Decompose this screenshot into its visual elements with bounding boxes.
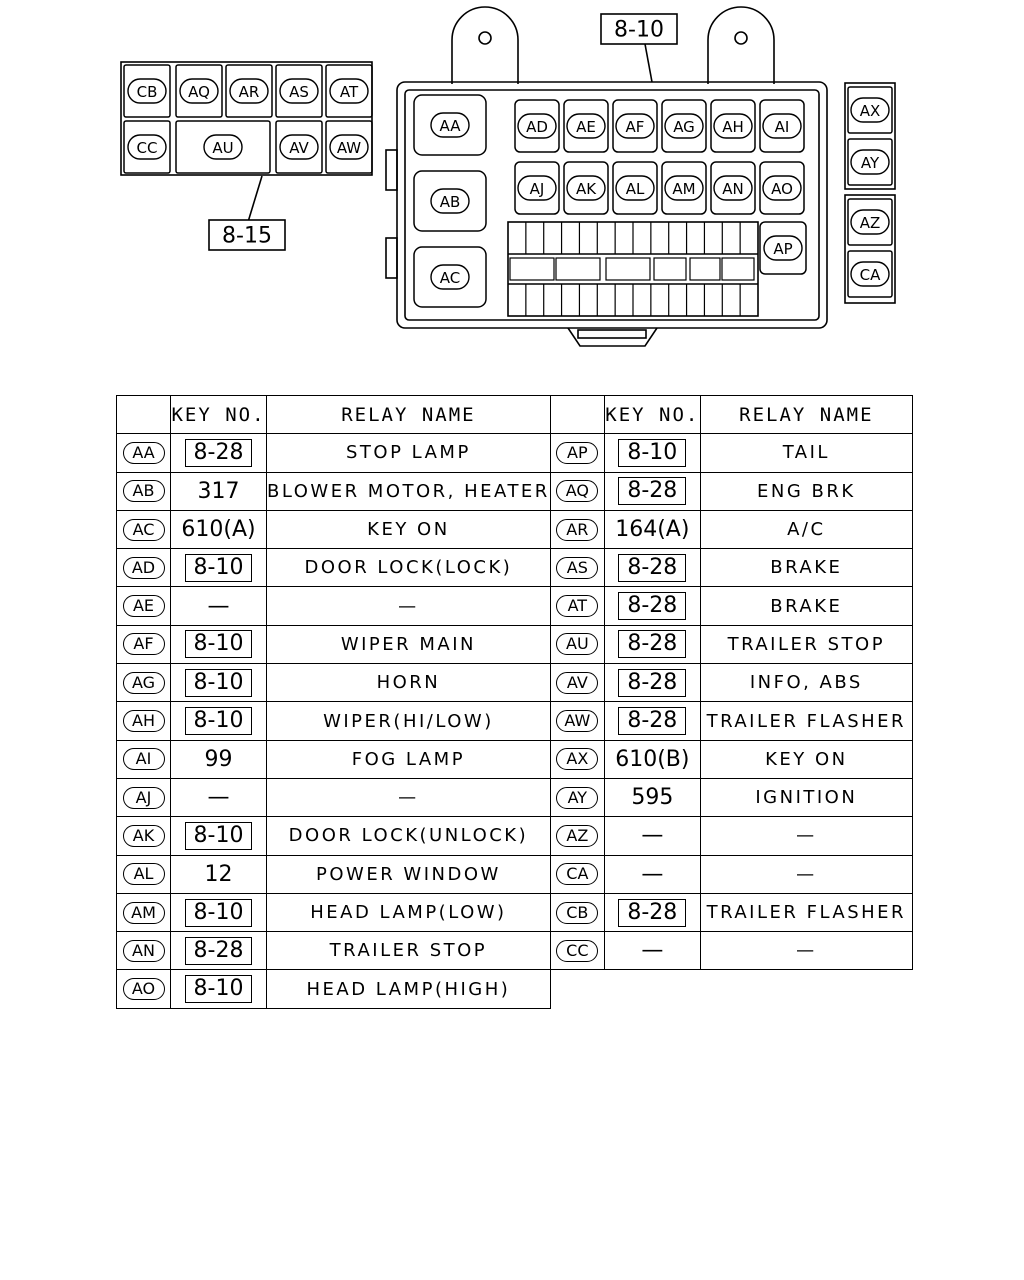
relay-name: TRAILER STOP — [329, 940, 488, 962]
relay-code: AA — [123, 442, 165, 464]
key-no: 8-28 — [618, 669, 686, 697]
key-no-cell — [171, 664, 267, 702]
relay-label: AD — [526, 118, 548, 136]
relay-name: TAIL — [782, 442, 830, 464]
relay-name-cell — [700, 893, 912, 931]
key-no: 8-28 — [185, 937, 253, 965]
relay-name: IGNITION — [755, 787, 858, 809]
relay-label: AS — [289, 83, 309, 101]
relay-name: FOG LAMP — [351, 748, 466, 770]
relay-ai — [760, 100, 804, 152]
relay-name-cell — [267, 549, 551, 587]
relay-name-cell — [267, 472, 551, 510]
key-no: 317 — [197, 478, 240, 504]
table-row — [117, 740, 913, 778]
key-no: 8-28 — [618, 554, 686, 582]
relay-label: AR — [238, 83, 260, 101]
relay-code: AC — [123, 519, 165, 541]
relay-code: AW — [556, 710, 598, 732]
relay-code-cell — [117, 778, 171, 816]
key-no: — — [207, 785, 230, 811]
relay-au — [176, 121, 270, 173]
relay-code: AF — [123, 633, 165, 655]
header-key-no-left: KEY NO. — [171, 396, 267, 434]
relay-ab — [414, 171, 486, 231]
key-no: 8-10 — [185, 669, 253, 697]
key-no-cell — [171, 510, 267, 548]
relay-aa — [414, 95, 486, 155]
relay-code: CB — [556, 902, 598, 924]
relay-name: TRAILER FLASHER — [706, 902, 907, 923]
key-no: 8-10 — [185, 554, 253, 582]
relay-name: TRAILER FLASHER — [706, 710, 907, 732]
relay-label: CC — [136, 139, 158, 157]
key-no-cell — [604, 817, 700, 855]
relay-label: AU — [212, 139, 234, 157]
relay-label: AJ — [529, 180, 545, 198]
relay-name-cell — [267, 587, 551, 625]
relay-code-cell — [550, 893, 604, 931]
header-key-no-right: KEY NO. — [604, 396, 700, 434]
relay-table — [116, 395, 913, 1009]
relay-as — [276, 65, 322, 117]
key-no: 595 — [631, 785, 674, 811]
relay-name-cell — [700, 664, 912, 702]
key-no: 8-10 — [185, 707, 253, 735]
key-no: 8-10 — [185, 975, 253, 1003]
relay-name: DOOR LOCK(UNLOCK) — [288, 825, 529, 847]
key-no-cell — [171, 932, 267, 970]
relay-ak — [564, 162, 608, 214]
relay-label: AA — [439, 117, 461, 135]
relay-name: — — [796, 825, 817, 847]
key-no: 8-28 — [618, 707, 686, 735]
relay-ar — [226, 65, 272, 117]
relay-cc — [124, 121, 170, 173]
relay-name: BLOWER MOTOR, HEATER — [267, 480, 550, 502]
relay-name: A/C — [787, 519, 826, 541]
relay-aw — [326, 121, 372, 173]
relay-code: AY — [556, 787, 598, 809]
relay-code: AU — [556, 633, 598, 655]
relay-code-cell — [117, 587, 171, 625]
table-row — [117, 778, 913, 816]
relay-name-cell — [700, 510, 912, 548]
relay-code: AV — [556, 672, 598, 694]
relay-aj — [515, 162, 559, 214]
relay-code-cell — [117, 855, 171, 893]
key-no-cell — [171, 855, 267, 893]
relay-name-cell — [700, 855, 912, 893]
mount-ear-left — [452, 7, 518, 84]
relay-name-cell — [267, 855, 551, 893]
relay-code-cell — [117, 625, 171, 663]
relay-name: — — [398, 595, 419, 617]
relay-label: CB — [136, 83, 158, 101]
relay-code: AN — [123, 940, 165, 962]
key-no-cell — [604, 587, 700, 625]
header-code-right — [550, 396, 604, 434]
relay-name: WIPER(HI/LOW) — [323, 710, 494, 732]
relay-code-cell — [550, 740, 604, 778]
relay-name: POWER WINDOW — [316, 863, 501, 885]
key-no: 8-28 — [618, 899, 686, 927]
key-no-cell — [171, 778, 267, 816]
key-no-cell — [604, 932, 700, 970]
key-no: — — [207, 593, 230, 619]
key-no-cell — [604, 702, 700, 740]
relay-name: HEAD LAMP(HIGH) — [306, 978, 511, 1000]
relay-name-cell — [267, 817, 551, 855]
relay-code: AH — [123, 710, 165, 732]
key-no: 610(A) — [181, 517, 256, 543]
key-no: 12 — [204, 861, 233, 887]
key-no-cell — [171, 625, 267, 663]
relay-code: AE — [123, 595, 165, 617]
relay-az — [848, 199, 892, 245]
table-row — [117, 510, 913, 548]
table-row — [117, 855, 913, 893]
main-box-ref-label: 8-10 — [614, 17, 664, 43]
relay-ae — [564, 100, 608, 152]
side-box-ref-label: 8-15 — [222, 223, 272, 249]
relay-name: KEY ON — [367, 519, 450, 541]
header-relay-name-left: RELAY NAME — [267, 396, 551, 434]
relay-code-cell — [550, 702, 604, 740]
relay-label: AV — [289, 139, 309, 157]
relay-code-cell — [117, 817, 171, 855]
relay-name: DOOR LOCK(LOCK) — [304, 557, 513, 579]
relay-code-cell — [117, 549, 171, 587]
relay-code: AX — [556, 748, 598, 770]
relay-label: AE — [576, 118, 596, 136]
key-no: 610(B) — [615, 746, 690, 772]
relay-code-cell — [550, 472, 604, 510]
relay-code: AL — [123, 863, 165, 885]
relay-name-cell — [267, 510, 551, 548]
key-no-cell — [171, 587, 267, 625]
relay-ad — [515, 100, 559, 152]
key-no: 8-10 — [185, 899, 253, 927]
relay-code-cell — [550, 855, 604, 893]
relay-code-cell — [550, 510, 604, 548]
relay-at — [326, 65, 372, 117]
relay-al — [613, 162, 657, 214]
relay-code-cell — [117, 434, 171, 472]
key-no: — — [641, 823, 664, 849]
key-no-cell — [171, 817, 267, 855]
key-no-cell — [171, 549, 267, 587]
relay-name: — — [796, 863, 817, 885]
relay-name: BRAKE — [770, 595, 843, 617]
key-no-cell — [171, 893, 267, 931]
table-header-row — [117, 396, 913, 434]
key-no: 8-28 — [618, 592, 686, 620]
relay-label: AH — [722, 118, 744, 136]
relay-code-cell — [117, 702, 171, 740]
relay-name-cell — [267, 970, 551, 1008]
key-no: 8-10 — [618, 439, 686, 467]
relay-av — [276, 121, 322, 173]
relay-code: AO — [123, 978, 165, 1000]
key-no-cell — [171, 970, 267, 1008]
relay-name-cell — [267, 893, 551, 931]
key-no: — — [641, 861, 664, 887]
relay-code-cell — [550, 549, 604, 587]
relay-name: HEAD LAMP(LOW) — [310, 902, 507, 923]
relay-code-cell — [117, 970, 171, 1008]
relay-name: KEY ON — [765, 748, 848, 770]
mount-ear-right — [708, 7, 774, 84]
relay-name: HORN — [376, 672, 441, 694]
relay-code: AK — [123, 825, 165, 847]
relay-label: AO — [771, 180, 793, 198]
relay-code-cell — [117, 893, 171, 931]
relay-ah — [711, 100, 755, 152]
relay-code-cell — [550, 625, 604, 663]
relay-ap — [760, 222, 806, 274]
key-no-cell — [604, 472, 700, 510]
relay-name-cell — [700, 817, 912, 855]
relay-aq — [176, 65, 222, 117]
relay-code: CC — [556, 940, 598, 962]
relay-name: ENG BRK — [756, 480, 856, 502]
relay-label: AC — [439, 269, 461, 287]
relay-code: AG — [123, 672, 165, 694]
relay-name: WIPER MAIN — [340, 633, 476, 655]
relay-name: BRAKE — [770, 557, 843, 579]
relay-label: AQ — [188, 83, 210, 101]
key-no-cell — [604, 855, 700, 893]
key-no: — — [641, 938, 664, 964]
relay-name: — — [796, 940, 817, 962]
relay-code: AS — [556, 557, 598, 579]
relay-label: AB — [439, 193, 461, 211]
relay-code: AP — [556, 442, 598, 464]
header-code-left — [117, 396, 171, 434]
relay-code: AB — [123, 480, 165, 502]
header-relay-name-right: RELAY NAME — [700, 396, 912, 434]
relay-label: AN — [722, 180, 744, 198]
relay-name-cell — [700, 472, 912, 510]
relay-code-cell — [550, 587, 604, 625]
relay-code-cell — [117, 932, 171, 970]
key-no: 8-28 — [185, 439, 253, 467]
table-row — [117, 970, 913, 1008]
key-no-cell — [171, 740, 267, 778]
relay-name-cell — [700, 434, 912, 472]
relay-name-cell — [700, 549, 912, 587]
relay-label: AY — [860, 154, 880, 172]
relay-name-cell — [700, 587, 912, 625]
relay-code-cell — [117, 510, 171, 548]
key-no: 8-10 — [185, 822, 253, 850]
key-no: 8-28 — [618, 630, 686, 658]
key-no-cell — [171, 702, 267, 740]
relay-code-cell — [550, 778, 604, 816]
relay-ay — [848, 139, 892, 185]
relay-af — [613, 100, 657, 152]
key-no: 164(A) — [615, 517, 690, 543]
relay-name: STOP LAMP — [346, 442, 471, 464]
relay-code-cell — [550, 817, 604, 855]
relay-ax — [848, 87, 892, 133]
relay-code-cell — [117, 740, 171, 778]
table-row — [117, 664, 913, 702]
relay-ac — [414, 247, 486, 307]
relay-box-diagram — [0, 0, 1024, 380]
table-row — [117, 434, 913, 472]
relay-label: AP — [773, 240, 793, 258]
relay-code: AM — [123, 902, 165, 924]
relay-code-cell — [550, 932, 604, 970]
key-no-cell — [171, 434, 267, 472]
table-row — [117, 549, 913, 587]
relay-label: AM — [672, 180, 696, 198]
relay-name-cell — [700, 740, 912, 778]
key-no: 99 — [204, 746, 233, 772]
relay-name: INFO, ABS — [749, 672, 863, 694]
relay-name-cell — [700, 778, 912, 816]
relay-name-cell — [267, 932, 551, 970]
relay-cb — [124, 65, 170, 117]
key-no: 8-10 — [185, 630, 253, 658]
relay-name-cell — [267, 740, 551, 778]
relay-label: CA — [859, 266, 881, 284]
relay-code-cell — [117, 472, 171, 510]
table-row — [117, 932, 913, 970]
relay-name-cell — [267, 664, 551, 702]
key-no-cell — [604, 664, 700, 702]
relay-name: — — [398, 787, 419, 809]
relay-code: AR — [556, 519, 598, 541]
relay-code: AZ — [556, 825, 598, 847]
relay-label: AI — [774, 118, 790, 136]
table-row — [117, 625, 913, 663]
relay-code-cell — [550, 664, 604, 702]
relay-code-cell — [550, 434, 604, 472]
relay-name-cell — [267, 434, 551, 472]
relay-ca — [848, 251, 892, 297]
table-row — [117, 587, 913, 625]
relay-name-cell — [267, 625, 551, 663]
relay-code: AJ — [123, 787, 165, 809]
relay-code: AD — [123, 557, 165, 579]
relay-label: AZ — [859, 214, 881, 232]
key-no-cell — [604, 778, 700, 816]
key-no: 8-28 — [618, 477, 686, 505]
key-no-cell — [604, 625, 700, 663]
relay-label: AG — [673, 118, 695, 136]
relay-name-cell — [267, 702, 551, 740]
table-row — [117, 893, 913, 931]
relay-ao — [760, 162, 804, 214]
key-no-cell — [604, 510, 700, 548]
table-row — [117, 472, 913, 510]
relay-ag — [662, 100, 706, 152]
relay-label: AF — [625, 118, 645, 136]
relay-an — [711, 162, 755, 214]
relay-label: AX — [859, 102, 881, 120]
key-no-cell — [604, 740, 700, 778]
relay-name-cell — [267, 778, 551, 816]
relay-code: AQ — [556, 480, 598, 502]
relay-am — [662, 162, 706, 214]
relay-code: CA — [556, 863, 598, 885]
key-no-cell — [604, 549, 700, 587]
key-no-cell — [604, 893, 700, 931]
key-no-cell — [604, 434, 700, 472]
relay-code: AI — [123, 748, 165, 770]
relay-name-cell — [700, 702, 912, 740]
relay-name: TRAILER STOP — [727, 633, 886, 655]
relay-code-cell — [117, 664, 171, 702]
relay-label: AW — [336, 139, 362, 157]
relay-label: AL — [625, 180, 645, 198]
key-no-cell — [171, 472, 267, 510]
relay-name-cell — [700, 932, 912, 970]
relay-code: AT — [556, 595, 598, 617]
relay-name-cell — [700, 625, 912, 663]
table-row — [117, 702, 913, 740]
table-row — [117, 817, 913, 855]
relay-label: AK — [575, 180, 597, 198]
relay-label: AT — [339, 83, 359, 101]
